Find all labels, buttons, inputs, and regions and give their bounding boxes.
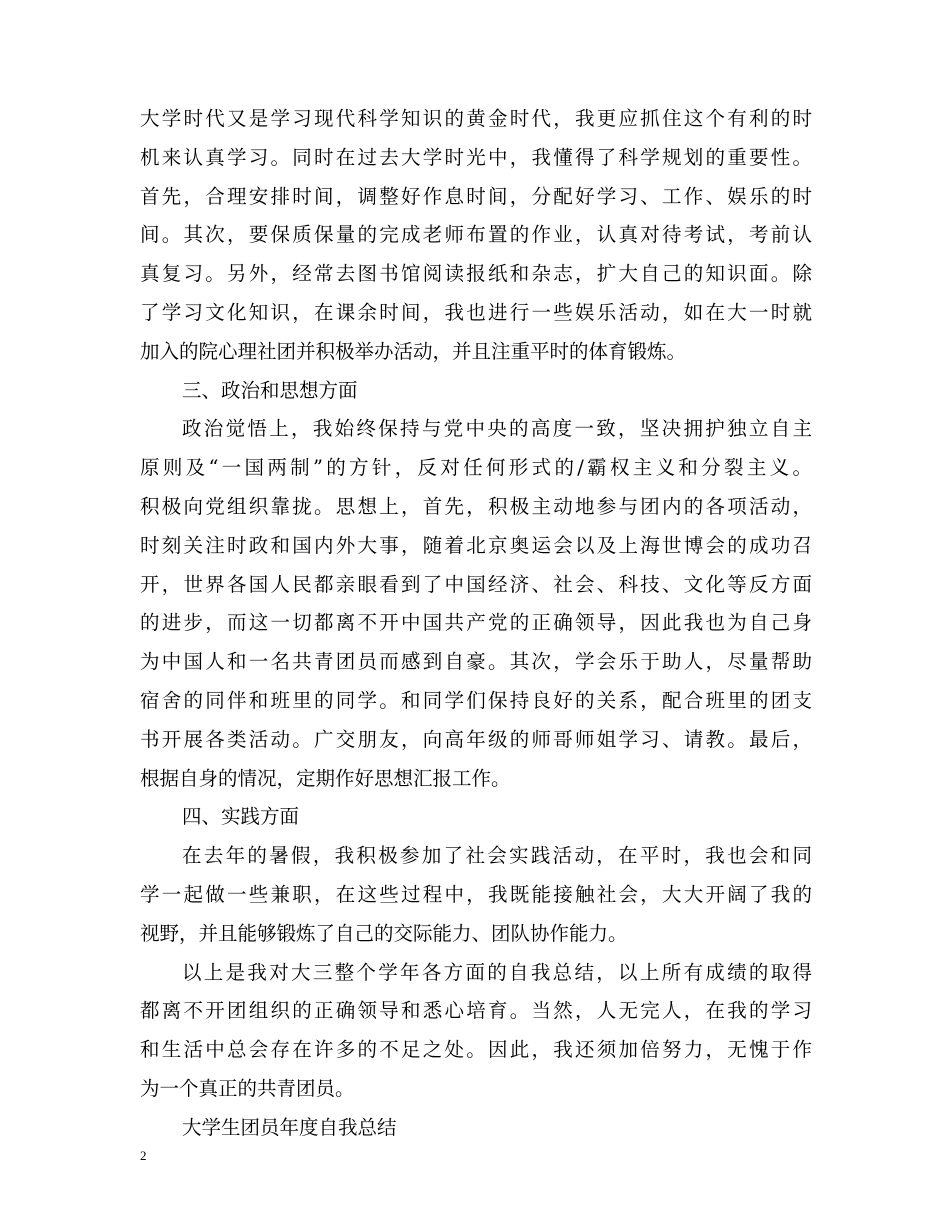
body-line: 政治觉悟上，我始终保持与党中央的高度一致，坚决拥护独立自主	[182, 417, 812, 441]
body-line: 开，世界各国人民都亲眼看到了中国经济、社会、科技、文化等反方面	[140, 572, 812, 596]
body-line: 书开展各类活动。广交朋友，向高年级的师哥师姐学习、请教。最后，	[140, 727, 812, 751]
body-line: 为中国人和一名共青团员而感到自豪。其次，学会乐于助人，尽量帮助	[140, 650, 812, 674]
body-line: 宿舍的同伴和班里的同学。和同学们保持良好的关系，配合班里的团支	[140, 688, 812, 712]
body-line: 大学时代又是学习现代科学知识的黄金时代，我更应抓住这个有利的时	[140, 107, 812, 130]
body-line: 在去年的暑假，我积极参加了社会实践活动，在平时，我也会和同	[182, 844, 812, 868]
body-line: 时刻关注时政和国内外大事，随着北京奥运会以及上海世博会的成功召	[140, 533, 812, 557]
body-line: 根据自身的情况，定期作好思想汇报工作。	[140, 766, 511, 790]
body-line: 为一个真正的共青团员。	[140, 1076, 355, 1100]
body-line: 以上是我对大三整个学年各方面的自我总结，以上所有成绩的取得	[182, 960, 812, 984]
body-line: 的进步，而这一切都离不开中国共产党的正确领导，因此我也为自己身	[140, 611, 812, 635]
body-line: 视野，并且能够锻炼了自己的交际能力、团队协作能力。	[140, 921, 628, 945]
document-body	[140, 100, 812, 1148]
body-line: 原则及“一国两制”的方针，反对任何形式的/霸权主义和分裂主义。	[140, 456, 812, 480]
body-line: 积极向党组织靠拢。思想上，首先，积极主动地参与团内的各项活动，	[140, 494, 812, 518]
body-line: 和生活中总会存在许多的不足之处。因此，我还须加倍努力，无愧于作	[140, 1038, 812, 1062]
section-heading-politics: 三、政治和思想方面	[182, 378, 358, 402]
body-line: 了学习文化知识，在课余时间，我也进行一些娱乐活动，如在大一时就	[140, 300, 812, 324]
body-line: 都离不开团组织的正确领导和悉心培育。当然，人无完人，在我的学习	[140, 999, 812, 1023]
body-line: 机来认真学习。同时在过去大学时光中，我懂得了科学规划的重要性。	[140, 145, 812, 169]
body-line: 加入的院心理社团并积极举办活动，并且注重平时的体育锻炼。	[140, 339, 687, 363]
body-line: 真复习。另外，经常去图书馆阅读报纸和杂志，扩大自己的知识面。除	[140, 262, 812, 286]
closing-title: 大学生团员年度自我总结	[182, 1115, 397, 1139]
body-line: 间。其次，要保质保量的完成老师布置的作业，认真对待考试，考前认	[140, 223, 812, 247]
page-number: 2	[140, 1148, 147, 1163]
section-heading-practice: 四、实践方面	[182, 805, 300, 829]
body-line: 首先，合理安排时间，调整好作息时间，分配好学习、工作、娱乐的时	[140, 184, 812, 208]
body-line: 学一起做一些兼职，在这些过程中，我既能接触社会，大大开阔了我的	[140, 882, 812, 906]
